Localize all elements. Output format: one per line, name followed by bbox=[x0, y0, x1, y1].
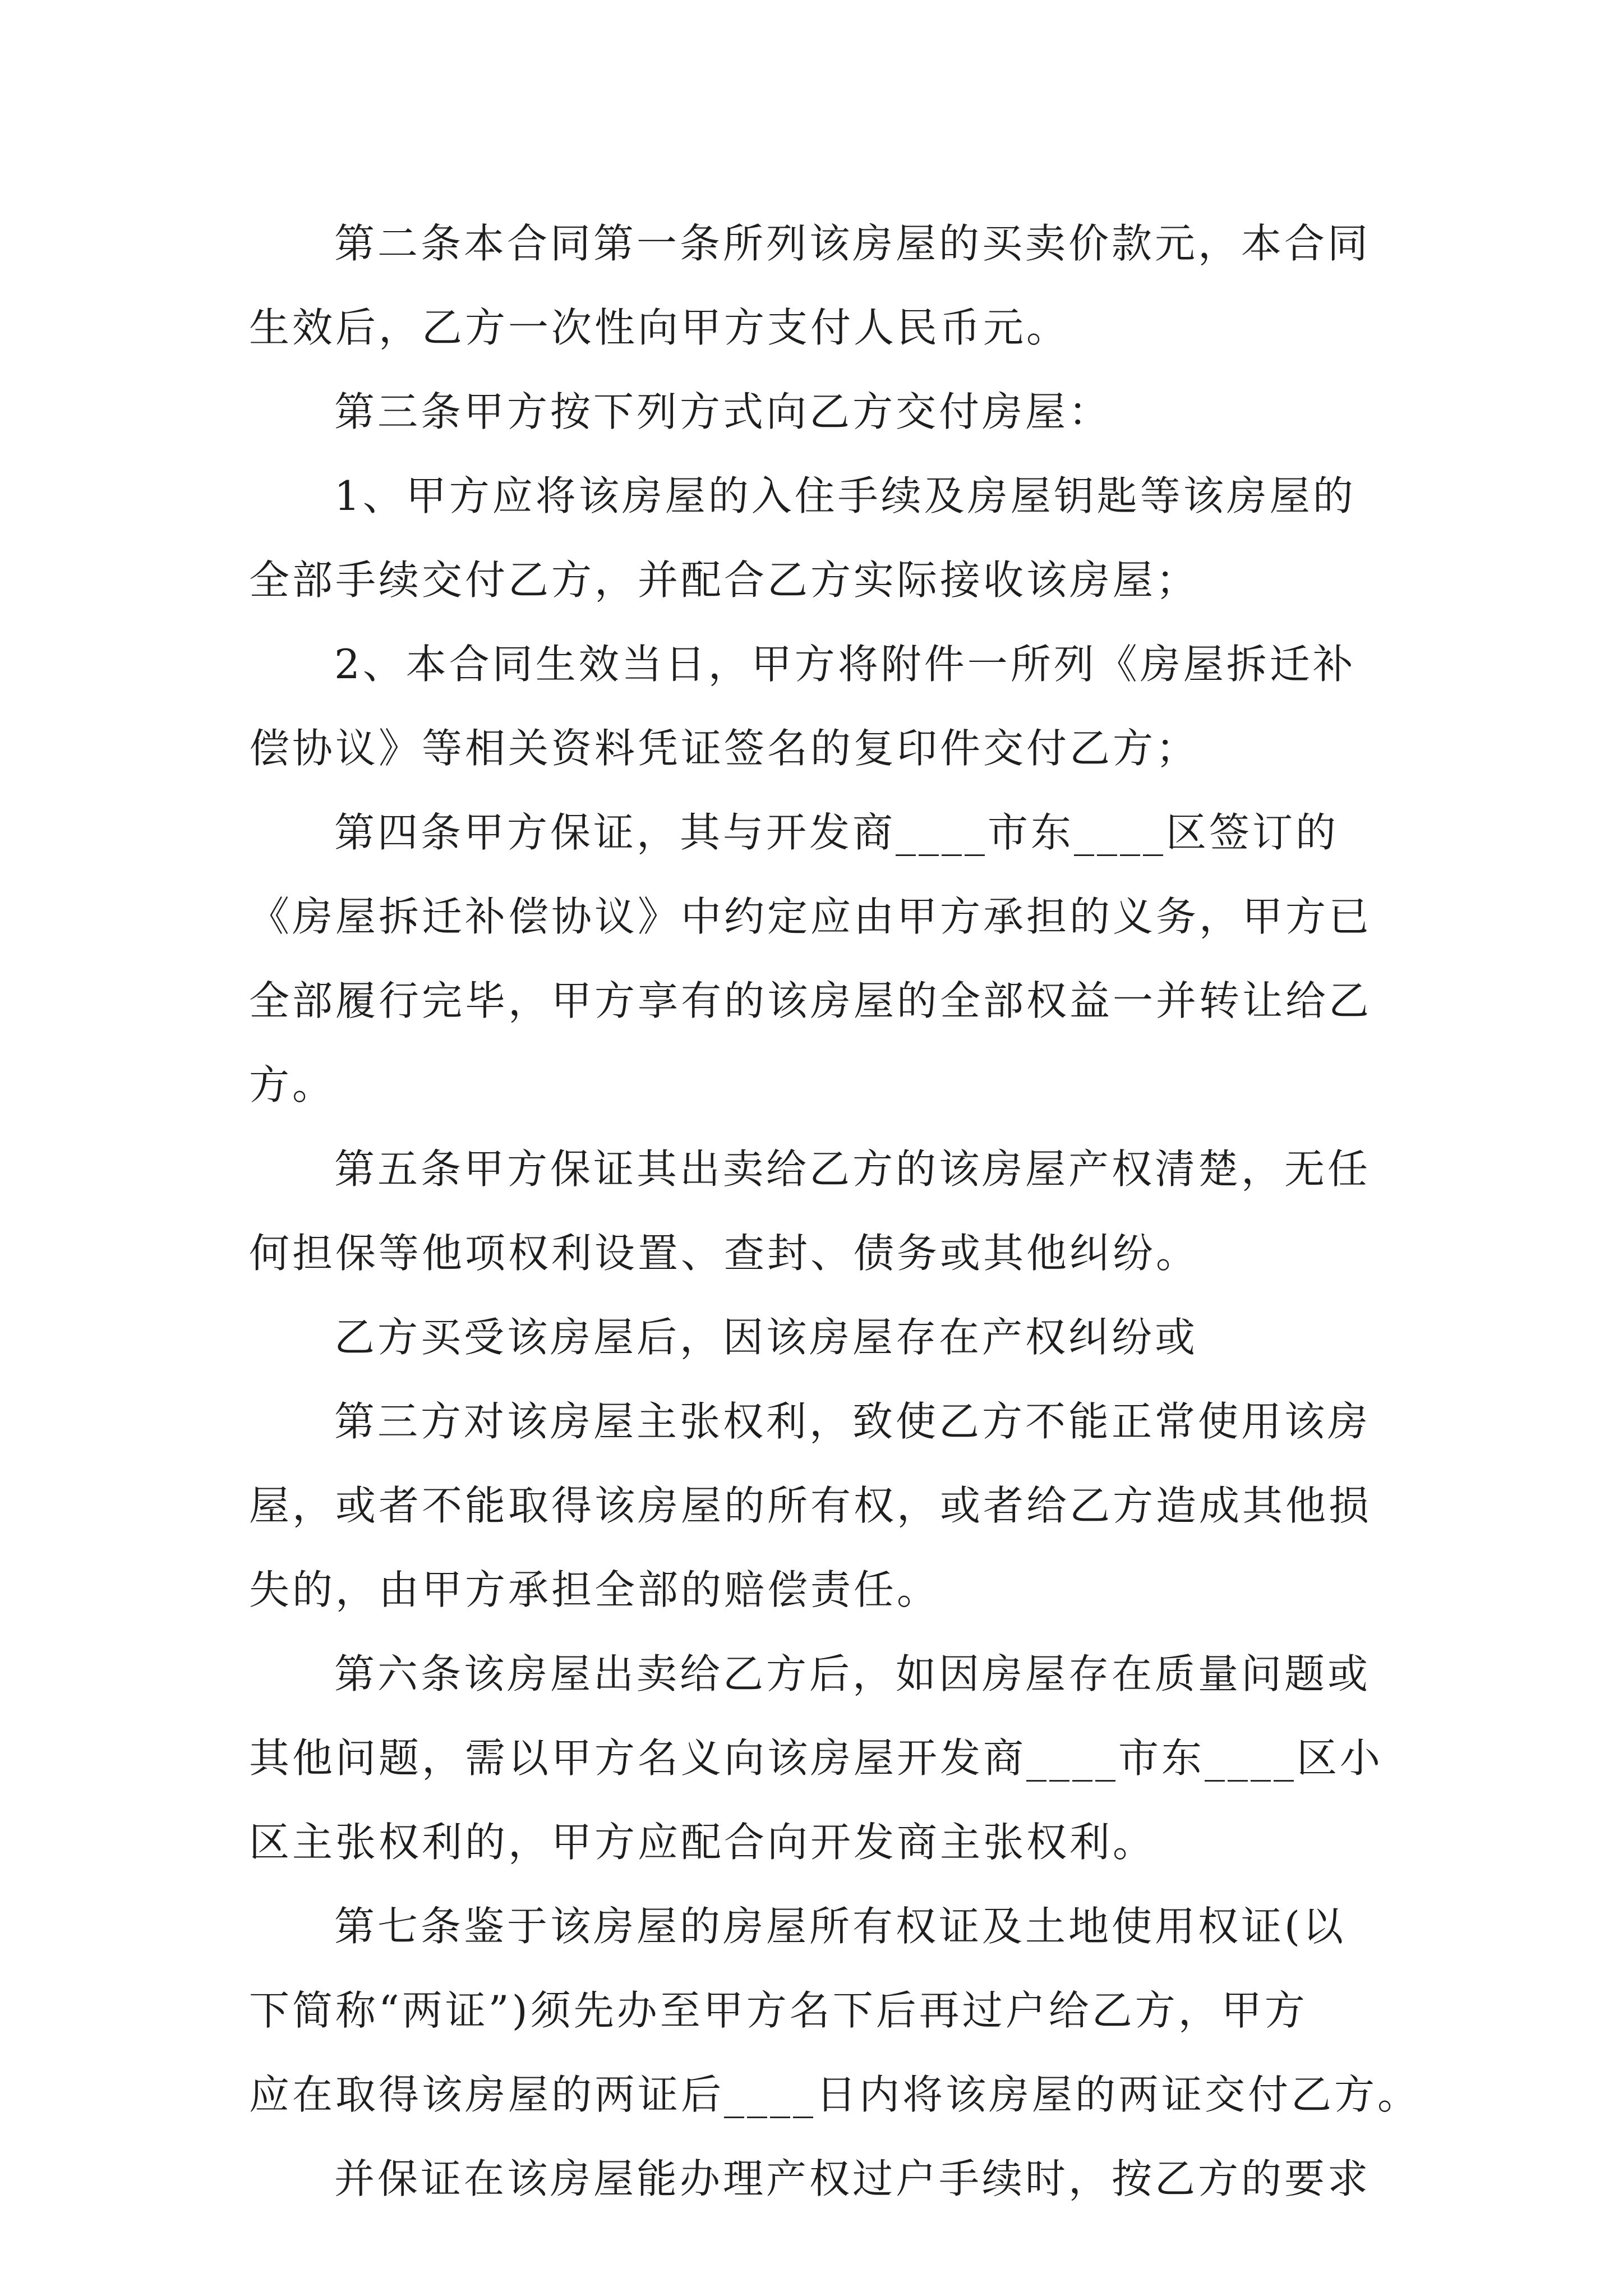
text-line: 方。 bbox=[249, 1061, 336, 1108]
contract-text bbox=[249, 219, 1421, 2203]
text-line: 乙方买受该房屋后，因该房屋存在产权纠纷或 bbox=[334, 1314, 1198, 1361]
text-line: 区主张权利的，甲方应配合向开发商主张权利。 bbox=[249, 1819, 1156, 1866]
text-line: 第三方对该房屋主张权利，致使乙方不能正常使用该房 bbox=[334, 1398, 1371, 1445]
text-line: 全部履行完毕，甲方享有的该房屋的全部权益一并转让给乙 bbox=[249, 977, 1372, 1024]
text-line: 第六条该房屋出卖给乙方后，如因房屋存在质量问题或 bbox=[334, 1650, 1371, 1697]
text-line: 生效后，乙方一次性向甲方支付人民币元。 bbox=[249, 304, 1070, 351]
text-line: 2、本合同生效当日，甲方将附件一所列《房屋拆迁补 bbox=[334, 641, 1356, 688]
text-line: 并保证在该房屋能办理产权过户手续时，按乙方的要求 bbox=[334, 2155, 1371, 2202]
text-line: 应在取得该房屋的两证后____日内将该房屋的两证交付乙方。 bbox=[249, 2071, 1421, 2118]
text-line: 第五条甲方保证其出卖给乙方的该房屋产权清楚，无任 bbox=[334, 1145, 1371, 1193]
text-line: 失的，由甲方承担全部的赔偿责任。 bbox=[249, 1566, 940, 1613]
text-line: 第七条鉴于该房屋的房屋所有权证及土地使用权证(以 bbox=[334, 1903, 1347, 1950]
text-line: 偿协议》等相关资料凭证签名的复印件交付乙方； bbox=[249, 725, 1200, 772]
text-line: 下简称“两证”)须先办至甲方名下后再过户给乙方，甲方 bbox=[249, 1987, 1308, 2034]
text-line: 其他问题，需以甲方名义向该房屋开发商____市东____区小 bbox=[249, 1734, 1384, 1782]
text-line: 全部手续交付乙方，并配合乙方实际接收该房屋； bbox=[249, 556, 1200, 604]
text-line: 屋，或者不能取得该房屋的所有权，或者给乙方造成其他损 bbox=[249, 1482, 1372, 1529]
text-line: 第二条本合同第一条所列该房屋的买卖价款元，本合同 bbox=[334, 220, 1371, 267]
text-line: 何担保等他项权利设置、查封、债务或其他纠纷。 bbox=[249, 1230, 1200, 1277]
text-line: 1、甲方应将该房屋的入住手续及房屋钥匙等该房屋的 bbox=[334, 472, 1356, 519]
text-line: 第三条甲方按下列方式向乙方交付房屋： bbox=[334, 388, 1112, 435]
text-line: 第四条甲方保证，其与开发商____市东____区签订的 bbox=[334, 809, 1339, 856]
text-line: 《房屋拆迁补偿协议》中约定应由甲方承担的义务，甲方已 bbox=[249, 893, 1372, 940]
